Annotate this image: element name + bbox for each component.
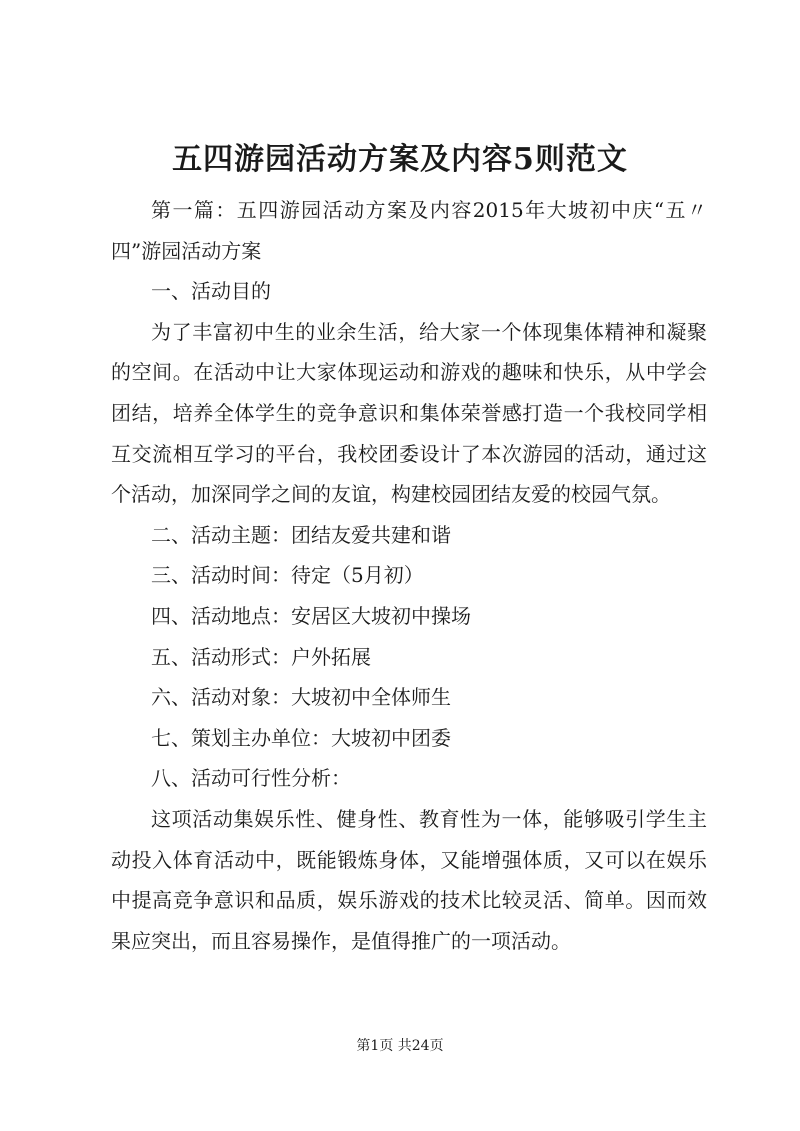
item-theme: 二、活动主题：团结友爱共建和谐	[151, 522, 451, 547]
item-format: 五、活动形式：户外拓展	[151, 644, 371, 669]
paragraph-intro: 第一篇：五四游园活动方案及内容2015年大坡初中庆“五〃四”游园活动方案	[111, 198, 707, 263]
document-body	[111, 190, 707, 961]
paragraph-purpose: 为了丰富初中生的业余生活，给大家一个体现集体精神和凝聚的空间。在活动中让大家体现运动和游戏的趣味和快乐，从中学会团结，培养全体学生的竞争意识和集体荣誉感打造一个我校同学相互交流相互学习的平台，我校团委设计了本次游园的活动，通过这个活动，加深同学之间的友谊，构建校园团结友爱的校园气氛。	[111, 319, 707, 507]
document-title: 五四游园活动方案及内容5则范文	[172, 142, 628, 177]
item-participants: 六、活动对象：大坡初中全体师生	[151, 685, 451, 710]
page-number-footer: 第1页 共24页	[356, 1038, 444, 1054]
item-organizer: 七、策划主办单位：大坡初中团委	[151, 725, 451, 750]
section-heading-purpose: 一、活动目的	[151, 279, 271, 304]
item-time: 三、活动时间：待定（5月初）	[151, 563, 424, 588]
paragraph-feasibility: 这项活动集娱乐性、健身性、教育性为一体，能够吸引学生主动投入体育活动中，既能锻炼身体，又能增强体质，又可以在娱乐中提高竞争意识和品质，娱乐游戏的技术比较灵活、简单。因而效果应突出，而且容易操作，是值得推广的一项活动。	[111, 806, 707, 953]
item-location: 四、活动地点：安居区大坡初中操场	[151, 603, 471, 628]
section-heading-feasibility: 八、活动可行性分析：	[151, 766, 351, 791]
